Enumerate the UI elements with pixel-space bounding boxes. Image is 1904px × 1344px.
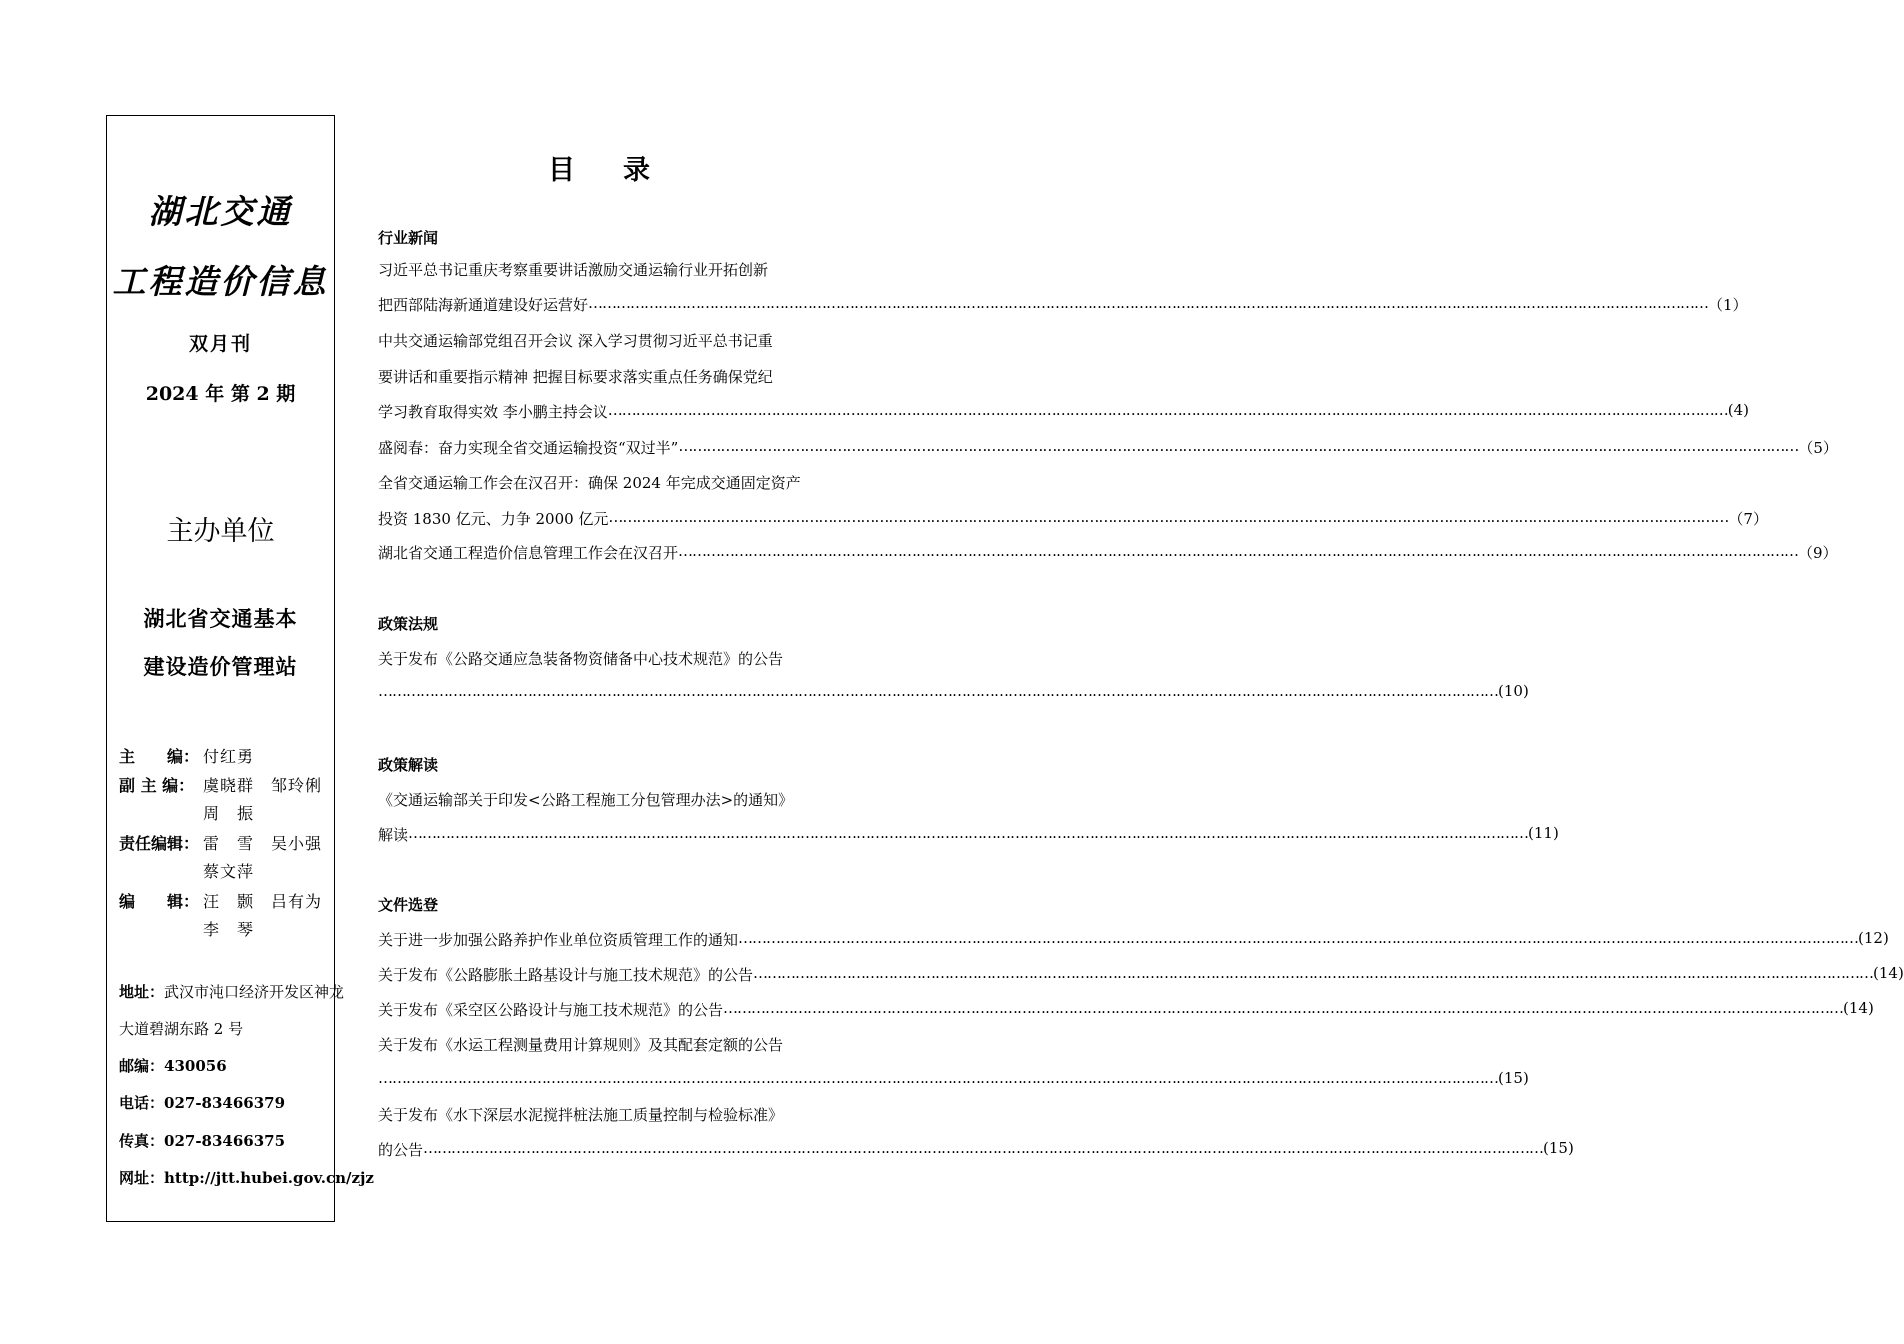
toc-entry-line: 习近平总书记重庆考察重要讲话激励交通运输行业开拓创新 [378, 261, 769, 279]
toc-leader-dots: …………………………………………………………………………………………………………………………………………………………………………………………………………………… [378, 682, 1498, 700]
toc-page-number: (15) [1543, 1139, 1574, 1157]
toc-entry-line: 全省交通运输工作会在汉召开：确保 2024 年完成交通固定资产 [378, 474, 801, 492]
sponsor-org-line1: 湖北省交通基本 [143, 607, 298, 631]
toc-entry-line[interactable] [378, 508, 1768, 529]
toc-leader-dots: …………………………………………………………………………………………………………………………………………………………………………………………………………………… [378, 1069, 1498, 1087]
toc-entry-line: 关于发布《水下深层水泥搅拌桩法施工质量控制与检验标准》 [378, 1106, 784, 1124]
toc-entry-line[interactable] [378, 1069, 1529, 1087]
toc-entry-line: 关于发布《公路交通应急装备物资储备中心技术规范》的公告 [378, 650, 784, 668]
toc-entry-text: 关于发布《采空区公路设计与施工技术规范》的公告 [378, 1001, 724, 1019]
fax-label: 传真： [119, 1132, 165, 1150]
toc-entry-line[interactable] [378, 401, 1750, 422]
address-line2-text: 大道碧湖东路 2 号 [119, 1020, 244, 1038]
staff-names: 汪 颢 吕有为 [203, 892, 323, 911]
toc-leader-dots: …………………………………………………………………………………………………………………………………………………………………………………………………………………… [588, 294, 1709, 312]
fax [119, 1130, 285, 1151]
toc-entry-line[interactable] [378, 1139, 1574, 1160]
address-line2 [119, 1018, 243, 1039]
phone-label: 电话： [119, 1094, 165, 1112]
toc-entry-line[interactable] [378, 999, 1874, 1020]
staff-names: 雷 雪 吴小强 [203, 834, 323, 853]
toc-entry-line[interactable] [378, 294, 1748, 315]
staff-names: 虞晓群 邹玲俐 [203, 776, 323, 795]
toc-page-number: (14) [1843, 999, 1874, 1017]
website [119, 1167, 374, 1188]
toc-page-number: (10) [1498, 682, 1529, 700]
toc-entry-line[interactable] [378, 824, 1559, 845]
toc-page-number: (12) [1858, 929, 1889, 947]
toc-leader-dots: …………………………………………………………………………………………………………………………………………………………………………………………………………………… [678, 542, 1799, 560]
toc-page-number: （7） [1728, 510, 1768, 528]
toc-page-number: （1） [1708, 296, 1748, 314]
postcode-label: 邮编： [119, 1057, 165, 1075]
staff-names: 周 振 [203, 804, 255, 823]
staff-label: 责任编辑： [119, 834, 200, 853]
postcode-value: 430056 [164, 1057, 227, 1075]
toc-leader-dots: …………………………………………………………………………………………………………………………………………………………………………………………………………………… [608, 508, 1729, 526]
staff-names: 蔡文萍 [203, 862, 255, 881]
address [119, 981, 344, 1002]
toc-page-number: (4) [1727, 401, 1750, 419]
toc-leader-dots: …………………………………………………………………………………………………………………………………………………………………………………………………………………… [408, 824, 1529, 842]
toc-entry-line: 要讲话和重要指示精神 把握目标要求落实重点任务确保党纪 [378, 368, 773, 386]
toc-entry-line[interactable] [378, 542, 1838, 563]
journal-title-line2: 工程造价信息 [112, 262, 329, 301]
toc-page-number: (15) [1498, 1069, 1529, 1087]
staff-names: 付红勇 [203, 747, 255, 766]
staff-names: 李 琴 [203, 920, 255, 939]
website-url[interactable]: http://jtt.hubei.gov.cn/zjz [164, 1169, 374, 1187]
toc-leader-dots: …………………………………………………………………………………………………………………………………………………………………………………………………………………… [738, 929, 1859, 947]
toc-leader-dots: …………………………………………………………………………………………………………………………………………………………………………………………………………………… [753, 964, 1874, 982]
staff-label: 副 主 编： [119, 776, 195, 795]
toc-page-number: （5） [1798, 439, 1838, 457]
postcode [119, 1055, 227, 1076]
toc-leader-dots: …………………………………………………………………………………………………………………………………………………………………………………………………………………… [678, 437, 1799, 455]
toc-entry-line: 关于发布《水运工程测量费用计算规则》及其配套定额的公告 [378, 1036, 784, 1054]
toc-leader-dots: …………………………………………………………………………………………………………………………………………………………………………………………………………………… [607, 401, 1728, 419]
toc-entry-line[interactable] [378, 929, 1889, 950]
toc-page-number: （9） [1798, 544, 1838, 562]
website-label: 网址： [119, 1169, 165, 1187]
toc-leader-dots: …………………………………………………………………………………………………………………………………………………………………………………………………………………… [723, 999, 1844, 1017]
toc-entry-line: 《交通运输部关于印发<公路工程施工分包管理办法>的通知》 [378, 791, 794, 809]
phone [119, 1092, 285, 1113]
toc-page-number: (11) [1528, 824, 1559, 842]
journal-title-line1: 湖北交通 [148, 192, 293, 231]
toc-entry-text: 解读 [378, 826, 409, 844]
toc-section-heading: 文件选登 [378, 896, 439, 914]
toc-entry-text: 把西部陆海新通道建设好运营好 [378, 296, 589, 314]
toc-entry-line[interactable] [378, 437, 1838, 458]
address-line1: 武汉市沌口经济开发区神龙 [164, 983, 345, 1001]
staff-label: 编 辑： [119, 892, 200, 911]
issue-number: 2024 年 第 2 期 [145, 383, 296, 405]
publication-frequency: 双月刊 [188, 333, 252, 355]
sponsor-org-line2: 建设造价管理站 [143, 655, 298, 679]
fax-value: 027-83466375 [164, 1132, 286, 1150]
toc-page-number: (14) [1873, 964, 1904, 982]
toc-entry-text: 关于发布《公路膨胀土路基设计与施工技术规范》的公告 [378, 966, 754, 984]
masthead-panel [106, 115, 374, 1222]
toc-entry-text: 盛阅春：奋力实现全省交通运输投资“双过半” [378, 439, 679, 457]
toc-entry-text: 的公告 [378, 1141, 424, 1159]
toc-entry-text: 湖北省交通工程造价信息管理工作会在汉召开 [378, 544, 679, 562]
sponsor-heading: 主办单位 [166, 516, 275, 547]
address-label: 地址： [119, 983, 165, 1001]
toc-entry-line[interactable] [378, 682, 1529, 700]
staff-label: 主 编： [119, 747, 200, 766]
toc-entry-text: 关于进一步加强公路养护作业单位资质管理工作的通知 [378, 931, 739, 949]
toc-entry-line: 中共交通运输部党组召开会议 深入学习贯彻习近平总书记重 [378, 332, 773, 350]
toc-entry-text: 学习教育取得实效 李小鹏主持会议 [378, 403, 608, 421]
toc-entry-text: 投资 1830 亿元、力争 2000 亿元 [378, 510, 609, 528]
toc-title: 目录 [548, 155, 698, 186]
toc-leader-dots: …………………………………………………………………………………………………………………………………………………………………………………………………………………… [423, 1139, 1544, 1157]
toc-section-heading: 政策解读 [378, 756, 439, 774]
toc-section-heading: 政策法规 [378, 615, 439, 633]
toc-section-heading: 行业新闻 [378, 229, 439, 247]
toc-entry-line[interactable] [378, 964, 1904, 985]
phone-value: 027-83466379 [164, 1094, 286, 1112]
